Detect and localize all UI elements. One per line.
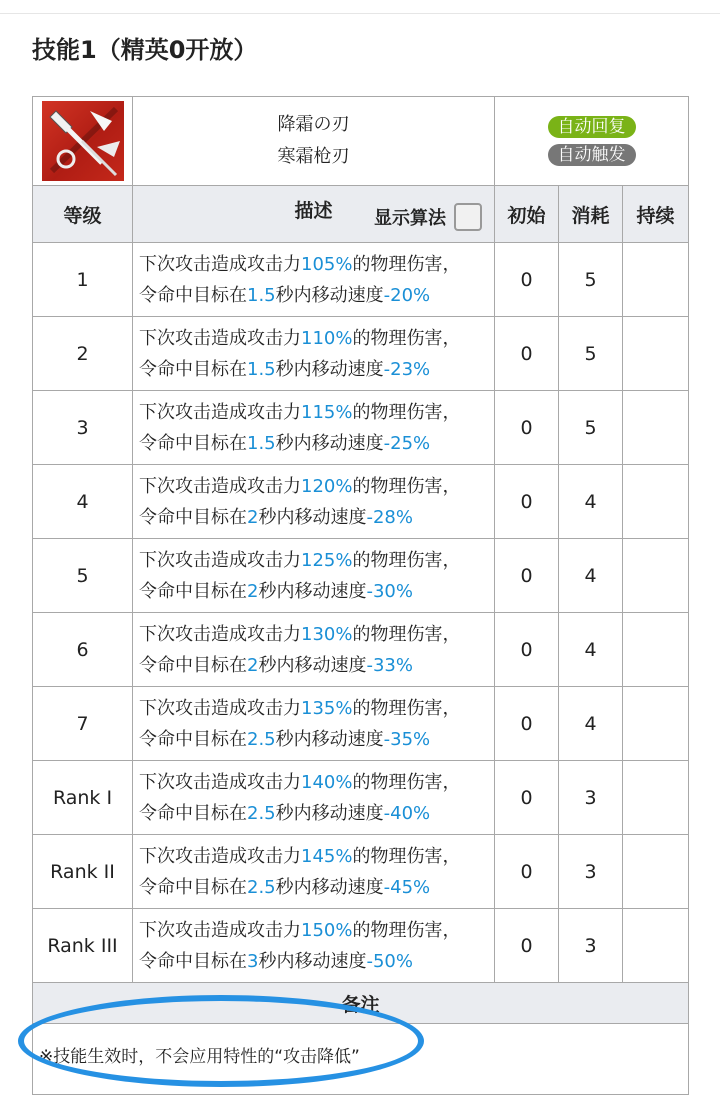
top-divider — [0, 13, 720, 14]
desc-text-3: 令命中目标在 — [139, 358, 247, 380]
slow-value: -20% — [383, 284, 431, 306]
atk-value: 120% — [301, 475, 353, 497]
slow-value: -30% — [366, 580, 413, 602]
duration-seconds: 2 — [247, 580, 259, 602]
description-cell — [133, 761, 495, 835]
description-cell — [133, 835, 495, 909]
desc-text-3: 令命中目标在 — [139, 506, 247, 528]
slow-value: -25% — [383, 432, 431, 454]
table-row — [33, 243, 689, 317]
description-line-1 — [139, 915, 494, 946]
notes-header: 备注 — [33, 983, 689, 1024]
desc-text-1: 下次攻击造成攻击力 — [139, 845, 301, 867]
description-line-1 — [139, 619, 494, 650]
description-line-2 — [139, 724, 494, 755]
cost-cell: 3 — [559, 835, 623, 909]
duration-seconds: 2.5 — [247, 802, 276, 824]
duration-cell — [623, 835, 689, 909]
atk-value: 140% — [301, 771, 353, 793]
level-rows — [33, 243, 689, 983]
notes-header-row — [33, 983, 689, 1024]
desc-text-1: 下次攻击造成攻击力 — [139, 475, 301, 497]
desc-text-1: 下次攻击造成攻击力 — [139, 623, 301, 645]
desc-text-1: 下次攻击造成攻击力 — [139, 253, 301, 275]
skill-table-container — [32, 96, 688, 1095]
desc-text-2: 的物理伤害， — [352, 623, 461, 645]
initial-cell: 0 — [495, 539, 559, 613]
initial-cell: 0 — [495, 761, 559, 835]
column-header-row — [33, 186, 689, 243]
table-row — [33, 317, 689, 391]
cost-cell: 3 — [559, 761, 623, 835]
description-line-2 — [139, 428, 494, 459]
duration-seconds: 1.5 — [247, 432, 276, 454]
desc-text-3: 令命中目标在 — [139, 728, 247, 750]
formula-toggle-label: 显示算法 — [374, 208, 446, 229]
cost-cell: 5 — [559, 243, 623, 317]
level-cell: 7 — [33, 687, 133, 761]
desc-text-4: 秒内移动速度 — [275, 802, 384, 824]
desc-text-1: 下次攻击造成攻击力 — [139, 401, 301, 423]
notes-cell — [33, 1024, 689, 1095]
duration-seconds: 2.5 — [247, 728, 276, 750]
description-cell — [133, 687, 495, 761]
col-cost-header: 消耗 — [559, 186, 623, 243]
slow-value: -45% — [383, 876, 431, 898]
col-duration-header: 持续 — [623, 186, 689, 243]
duration-seconds: 1.5 — [247, 358, 276, 380]
description-cell — [133, 317, 495, 391]
initial-cell: 0 — [495, 317, 559, 391]
initial-cell: 0 — [495, 909, 559, 983]
description-line-1 — [139, 545, 494, 576]
desc-text-2: 的物理伤害， — [352, 327, 461, 349]
description-line-2 — [139, 872, 494, 903]
desc-text-2: 的物理伤害， — [352, 253, 461, 275]
level-cell: 3 — [33, 391, 133, 465]
slow-value: -35% — [383, 728, 431, 750]
atk-value: 135% — [301, 697, 353, 719]
desc-text-2: 的物理伤害， — [352, 401, 461, 423]
cost-cell: 5 — [559, 317, 623, 391]
notes-text: ※技能生效时，不会应用特性的“攻击降低” — [39, 1047, 360, 1067]
page-title: 技能1（精英0开放） — [32, 36, 258, 64]
desc-text-3: 令命中目标在 — [139, 876, 247, 898]
atk-value: 150% — [301, 919, 353, 941]
desc-text-4: 秒内移动速度 — [258, 654, 367, 676]
formula-toggle[interactable] — [374, 203, 482, 231]
slow-value: -50% — [366, 950, 413, 972]
description-line-2 — [139, 946, 494, 977]
description-cell — [133, 243, 495, 317]
level-cell: 6 — [33, 613, 133, 687]
description-cell — [133, 539, 495, 613]
level-cell: Rank III — [33, 909, 133, 983]
initial-cell: 0 — [495, 391, 559, 465]
desc-text-4: 秒内移动速度 — [258, 580, 367, 602]
initial-cell: 0 — [495, 465, 559, 539]
description-cell — [133, 909, 495, 983]
level-cell: 1 — [33, 243, 133, 317]
desc-text-4: 秒内移动速度 — [275, 432, 384, 454]
skill-tags-cell — [495, 97, 689, 186]
duration-seconds: 1.5 — [247, 284, 276, 306]
description-line-1 — [139, 471, 494, 502]
description-cell — [133, 613, 495, 687]
description-line-2 — [139, 650, 494, 681]
atk-value: 145% — [301, 845, 353, 867]
table-row — [33, 835, 689, 909]
atk-value: 105% — [301, 253, 353, 275]
desc-text-4: 秒内移动速度 — [275, 358, 384, 380]
level-cell: 2 — [33, 317, 133, 391]
description-line-1 — [139, 323, 494, 354]
desc-text-2: 的物理伤害， — [352, 919, 461, 941]
table-row — [33, 761, 689, 835]
level-cell: 4 — [33, 465, 133, 539]
duration-cell — [623, 465, 689, 539]
table-row — [33, 687, 689, 761]
desc-text-2: 的物理伤害， — [352, 845, 461, 867]
level-cell: Rank II — [33, 835, 133, 909]
slow-value: -33% — [366, 654, 413, 676]
duration-seconds: 2 — [247, 654, 259, 676]
duration-seconds: 3 — [247, 950, 259, 972]
desc-text-4: 秒内移动速度 — [275, 728, 384, 750]
duration-cell — [623, 761, 689, 835]
skill-name-cn: 寒霜枪刃 — [277, 146, 350, 167]
description-line-2 — [139, 502, 494, 533]
skill-table — [32, 96, 689, 1095]
atk-value: 110% — [301, 327, 353, 349]
notes-row — [33, 1024, 689, 1095]
skill-blade-icon — [42, 101, 124, 181]
table-row — [33, 465, 689, 539]
table-row — [33, 391, 689, 465]
table-row — [33, 539, 689, 613]
duration-cell — [623, 243, 689, 317]
table-row — [33, 613, 689, 687]
desc-text-3: 令命中目标在 — [139, 580, 247, 602]
description-line-1 — [139, 397, 494, 428]
desc-text-1: 下次攻击造成攻击力 — [139, 919, 301, 941]
tag-sp-recovery: 自动回复 — [548, 116, 636, 138]
desc-text-4: 秒内移动速度 — [258, 506, 367, 528]
cost-cell: 4 — [559, 539, 623, 613]
desc-text-2: 的物理伤害， — [352, 549, 461, 571]
duration-cell — [623, 539, 689, 613]
desc-text-3: 令命中目标在 — [139, 284, 247, 306]
desc-text-3: 令命中目标在 — [139, 802, 247, 824]
duration-cell — [623, 391, 689, 465]
desc-text-4: 秒内移动速度 — [258, 950, 367, 972]
desc-text-1: 下次攻击造成攻击力 — [139, 771, 301, 793]
duration-seconds: 2 — [247, 506, 259, 528]
desc-text-2: 的物理伤害， — [352, 697, 461, 719]
duration-cell — [623, 687, 689, 761]
description-cell — [133, 465, 495, 539]
atk-value: 130% — [301, 623, 353, 645]
desc-text-2: 的物理伤害， — [352, 771, 461, 793]
initial-cell: 0 — [495, 687, 559, 761]
duration-cell — [623, 613, 689, 687]
cost-cell: 3 — [559, 909, 623, 983]
skill-names-cell — [133, 97, 495, 186]
col-initial-header: 初始 — [495, 186, 559, 243]
level-cell: 5 — [33, 539, 133, 613]
skill-info-row — [33, 97, 689, 186]
description-line-2 — [139, 354, 494, 385]
cost-cell: 4 — [559, 687, 623, 761]
slow-value: -28% — [366, 506, 413, 528]
cost-cell: 4 — [559, 613, 623, 687]
desc-text-4: 秒内移动速度 — [275, 876, 384, 898]
desc-text-4: 秒内移动速度 — [275, 284, 384, 306]
desc-text-2: 的物理伤害， — [352, 475, 461, 497]
skill-icon-cell — [33, 97, 133, 186]
table-row — [33, 909, 689, 983]
atk-value: 115% — [301, 401, 353, 423]
duration-cell — [623, 317, 689, 391]
description-line-1 — [139, 693, 494, 724]
desc-text-1: 下次攻击造成攻击力 — [139, 549, 301, 571]
atk-value: 125% — [301, 549, 353, 571]
desc-text-1: 下次攻击造成攻击力 — [139, 327, 301, 349]
desc-text-1: 下次攻击造成攻击力 — [139, 697, 301, 719]
col-desc-header — [133, 186, 495, 243]
description-line-1 — [139, 249, 494, 280]
col-level-header: 等级 — [33, 186, 133, 243]
cost-cell: 4 — [559, 465, 623, 539]
cost-cell: 5 — [559, 391, 623, 465]
desc-text-3: 令命中目标在 — [139, 654, 247, 676]
duration-seconds: 2.5 — [247, 876, 276, 898]
initial-cell: 0 — [495, 835, 559, 909]
description-line-2 — [139, 798, 494, 829]
desc-text-3: 令命中目标在 — [139, 950, 247, 972]
desc-text-3: 令命中目标在 — [139, 432, 247, 454]
duration-cell — [623, 909, 689, 983]
description-line-2 — [139, 280, 494, 311]
level-cell: Rank I — [33, 761, 133, 835]
description-line-2 — [139, 576, 494, 607]
initial-cell: 0 — [495, 613, 559, 687]
tag-trigger: 自动触发 — [548, 144, 636, 166]
formula-checkbox[interactable] — [454, 203, 482, 231]
initial-cell: 0 — [495, 243, 559, 317]
description-line-1 — [139, 841, 494, 872]
description-line-1 — [139, 767, 494, 798]
slow-value: -40% — [383, 802, 431, 824]
skill-name-jp: 降霜の刃 — [277, 114, 350, 135]
description-cell — [133, 391, 495, 465]
slow-value: -23% — [383, 358, 431, 380]
col-desc-title: 描述 — [294, 200, 333, 222]
